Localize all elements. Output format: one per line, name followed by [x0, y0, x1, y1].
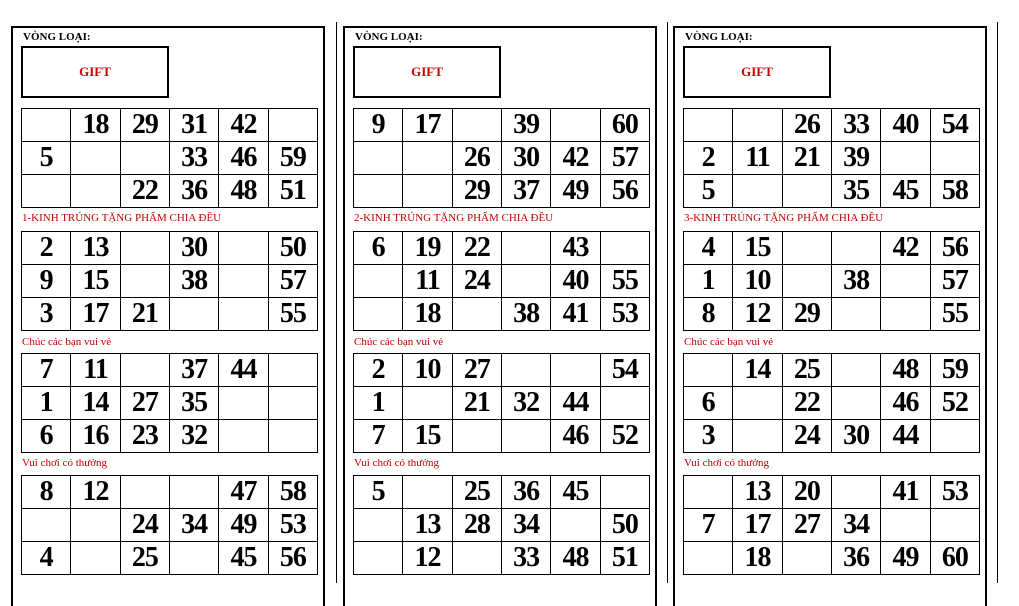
number-cell: 7 [22, 354, 71, 387]
number-cell: 35 [169, 387, 218, 420]
number-cell [169, 298, 218, 331]
number-cell: 43 [551, 232, 600, 265]
number-cell [782, 175, 831, 208]
number-cell [71, 509, 120, 542]
number-cell: 41 [551, 298, 600, 331]
number-cell [120, 265, 169, 298]
number-cell: 8 [22, 476, 71, 509]
number-cell [71, 542, 120, 575]
number-cell [22, 509, 71, 542]
number-cell [930, 142, 979, 175]
number-cell: 39 [831, 142, 880, 175]
bingo-ticket [21, 108, 318, 208]
number-cell [600, 387, 649, 420]
number-cell [501, 354, 550, 387]
number-cell [120, 232, 169, 265]
number-cell [733, 387, 782, 420]
ticket-row [354, 354, 650, 387]
ticket-caption: Chúc các bạn vui vẻ [354, 336, 444, 348]
number-cell: 24 [782, 420, 831, 453]
number-cell: 51 [268, 175, 317, 208]
ticket-caption: 2-KINH TRÚNG TẶNG PHẨM CHIA ĐỀU [354, 212, 554, 224]
number-cell: 36 [169, 175, 218, 208]
bingo-ticket [353, 108, 650, 208]
number-cell [501, 420, 550, 453]
number-cell: 46 [219, 142, 268, 175]
number-cell: 15 [71, 265, 120, 298]
number-cell [354, 265, 403, 298]
ticket-row [22, 354, 318, 387]
number-cell [930, 420, 979, 453]
number-cell [600, 476, 649, 509]
number-cell: 31 [169, 109, 218, 142]
number-cell: 2 [354, 354, 403, 387]
number-cell [268, 109, 317, 142]
number-cell: 22 [782, 387, 831, 420]
number-cell: 49 [881, 542, 930, 575]
ticket-row [354, 232, 650, 265]
number-cell [684, 542, 733, 575]
number-cell [354, 542, 403, 575]
bingo-ticket [353, 231, 650, 331]
number-cell: 21 [452, 387, 501, 420]
number-cell: 59 [268, 142, 317, 175]
number-cell: 27 [452, 354, 501, 387]
ticket-row [354, 298, 650, 331]
number-cell [120, 354, 169, 387]
number-cell [551, 109, 600, 142]
ticket-caption: Vui chơi có thưởng [22, 457, 108, 469]
number-cell: 38 [831, 265, 880, 298]
ticket-row [22, 175, 318, 208]
number-cell: 35 [831, 175, 880, 208]
bingo-ticket [683, 353, 980, 453]
number-cell: 53 [600, 298, 649, 331]
ticket-row [684, 232, 980, 265]
number-cell: 60 [930, 542, 979, 575]
number-cell [782, 542, 831, 575]
ticket-row [684, 354, 980, 387]
ticket-row [22, 109, 318, 142]
number-cell: 19 [403, 232, 452, 265]
ticket-row [22, 542, 318, 575]
number-cell: 39 [501, 109, 550, 142]
number-cell: 21 [782, 142, 831, 175]
number-cell [169, 542, 218, 575]
number-cell: 53 [930, 476, 979, 509]
number-cell [881, 298, 930, 331]
ticket-row [684, 142, 980, 175]
number-cell: 6 [354, 232, 403, 265]
number-cell [452, 109, 501, 142]
number-cell [684, 476, 733, 509]
number-cell: 4 [22, 542, 71, 575]
ticket-row [22, 476, 318, 509]
ticket-row [354, 175, 650, 208]
number-cell: 15 [403, 420, 452, 453]
number-cell: 52 [930, 387, 979, 420]
number-cell: 15 [733, 232, 782, 265]
number-cell: 50 [268, 232, 317, 265]
number-cell: 33 [501, 542, 550, 575]
number-cell: 9 [22, 265, 71, 298]
bingo-ticket [683, 231, 980, 331]
ticket-row [684, 509, 980, 542]
number-cell [452, 420, 501, 453]
number-cell: 51 [600, 542, 649, 575]
number-cell: 28 [452, 509, 501, 542]
number-cell: 45 [881, 175, 930, 208]
number-cell [268, 387, 317, 420]
number-cell: 5 [354, 476, 403, 509]
ticket-row [22, 142, 318, 175]
number-cell: 4 [684, 232, 733, 265]
number-cell [551, 354, 600, 387]
number-cell [930, 509, 979, 542]
number-cell: 44 [219, 354, 268, 387]
gift-box: GIFT [683, 46, 831, 98]
ticket-row [22, 265, 318, 298]
number-cell: 1 [684, 265, 733, 298]
ticket-caption: 1-KINH TRÚNG TẶNG PHẨM CHIA ĐỀU [22, 212, 222, 224]
number-cell: 6 [684, 387, 733, 420]
number-cell: 2 [22, 232, 71, 265]
number-cell: 8 [684, 298, 733, 331]
number-cell [501, 232, 550, 265]
number-cell: 57 [600, 142, 649, 175]
ticket-row [354, 109, 650, 142]
number-cell: 18 [71, 109, 120, 142]
ticket-row [22, 509, 318, 542]
bingo-ticket [21, 231, 318, 331]
number-cell [551, 509, 600, 542]
number-cell: 10 [733, 265, 782, 298]
number-cell: 3 [684, 420, 733, 453]
gift-box: GIFT [21, 46, 169, 98]
number-cell: 18 [403, 298, 452, 331]
number-cell: 17 [733, 509, 782, 542]
number-cell: 32 [169, 420, 218, 453]
number-cell [881, 142, 930, 175]
number-cell: 44 [551, 387, 600, 420]
number-cell [831, 232, 880, 265]
number-cell: 17 [71, 298, 120, 331]
number-cell: 27 [782, 509, 831, 542]
number-cell: 52 [600, 420, 649, 453]
number-cell [782, 232, 831, 265]
number-cell: 7 [354, 420, 403, 453]
number-cell: 49 [219, 509, 268, 542]
column-divider [336, 22, 337, 583]
number-cell: 7 [684, 509, 733, 542]
number-cell: 29 [782, 298, 831, 331]
number-cell: 41 [881, 476, 930, 509]
number-cell: 6 [22, 420, 71, 453]
number-cell: 23 [120, 420, 169, 453]
number-cell: 24 [452, 265, 501, 298]
number-cell: 25 [120, 542, 169, 575]
number-cell: 47 [219, 476, 268, 509]
number-cell: 1 [354, 387, 403, 420]
bingo-ticket [21, 475, 318, 575]
number-cell: 42 [881, 232, 930, 265]
ticket-caption: 3-KINH TRÚNG TẶNG PHẨM CHIA ĐỀU [684, 212, 884, 224]
number-cell: 37 [501, 175, 550, 208]
number-cell: 46 [551, 420, 600, 453]
round-label: VÒNG LOẠI: [355, 31, 423, 43]
ticket-row [684, 265, 980, 298]
number-cell: 40 [881, 109, 930, 142]
number-cell: 59 [930, 354, 979, 387]
number-cell [501, 265, 550, 298]
number-cell [831, 387, 880, 420]
ticket-caption: Vui chơi có thưởng [354, 457, 440, 469]
number-cell [219, 265, 268, 298]
number-cell: 14 [733, 354, 782, 387]
number-cell [831, 354, 880, 387]
ticket-row [354, 265, 650, 298]
number-cell: 37 [169, 354, 218, 387]
number-cell [354, 509, 403, 542]
number-cell: 14 [71, 387, 120, 420]
number-cell: 26 [782, 109, 831, 142]
number-cell: 56 [268, 542, 317, 575]
ticket-row [354, 509, 650, 542]
number-cell [684, 354, 733, 387]
number-cell: 18 [733, 542, 782, 575]
gift-box: GIFT [353, 46, 501, 98]
number-cell [452, 298, 501, 331]
number-cell [782, 265, 831, 298]
number-cell [219, 232, 268, 265]
number-cell: 22 [452, 232, 501, 265]
number-cell [881, 509, 930, 542]
ticket-caption: Vui chơi có thưởng [684, 457, 770, 469]
bingo-ticket [683, 108, 980, 208]
number-cell [600, 232, 649, 265]
number-cell: 54 [600, 354, 649, 387]
number-cell [71, 142, 120, 175]
number-cell [22, 109, 71, 142]
number-cell [22, 175, 71, 208]
number-cell: 11 [71, 354, 120, 387]
number-cell: 36 [831, 542, 880, 575]
number-cell [219, 387, 268, 420]
number-cell: 5 [22, 142, 71, 175]
number-cell [120, 142, 169, 175]
ticket-row [684, 542, 980, 575]
number-cell: 54 [930, 109, 979, 142]
number-cell: 42 [551, 142, 600, 175]
bingo-ticket [353, 353, 650, 453]
number-cell: 48 [881, 354, 930, 387]
number-cell: 3 [22, 298, 71, 331]
ticket-row [354, 142, 650, 175]
number-cell [403, 387, 452, 420]
number-cell: 26 [452, 142, 501, 175]
number-cell [403, 476, 452, 509]
ticket-caption: Chúc các bạn vui vẻ [22, 336, 112, 348]
number-cell: 30 [831, 420, 880, 453]
bingo-panel-3 [673, 26, 987, 606]
number-cell: 24 [120, 509, 169, 542]
ticket-row [22, 298, 318, 331]
number-cell: 17 [403, 109, 452, 142]
number-cell: 34 [831, 509, 880, 542]
number-cell [733, 109, 782, 142]
ticket-row [354, 387, 650, 420]
number-cell [169, 476, 218, 509]
round-label: VÒNG LOẠI: [23, 31, 91, 43]
number-cell: 12 [733, 298, 782, 331]
number-cell: 9 [354, 109, 403, 142]
number-cell: 49 [551, 175, 600, 208]
round-label: VÒNG LOẠI: [685, 31, 753, 43]
bingo-panel-2 [343, 26, 657, 606]
bingo-ticket [21, 353, 318, 453]
number-cell: 46 [881, 387, 930, 420]
number-cell: 38 [169, 265, 218, 298]
ticket-row [22, 232, 318, 265]
number-cell: 10 [403, 354, 452, 387]
number-cell: 27 [120, 387, 169, 420]
number-cell: 12 [403, 542, 452, 575]
ticket-row [684, 420, 980, 453]
number-cell [354, 298, 403, 331]
number-cell [120, 476, 169, 509]
number-cell: 11 [733, 142, 782, 175]
number-cell: 22 [120, 175, 169, 208]
number-cell [452, 542, 501, 575]
number-cell: 13 [733, 476, 782, 509]
number-cell [219, 420, 268, 453]
ticket-row [684, 109, 980, 142]
number-cell: 58 [268, 476, 317, 509]
number-cell: 33 [169, 142, 218, 175]
number-cell: 40 [551, 265, 600, 298]
number-cell: 44 [881, 420, 930, 453]
number-cell: 48 [551, 542, 600, 575]
bingo-ticket [683, 475, 980, 575]
number-cell: 2 [684, 142, 733, 175]
number-cell: 32 [501, 387, 550, 420]
ticket-row [684, 387, 980, 420]
bingo-ticket [353, 475, 650, 575]
number-cell: 58 [930, 175, 979, 208]
number-cell [268, 420, 317, 453]
number-cell [684, 109, 733, 142]
number-cell: 36 [501, 476, 550, 509]
number-cell: 30 [501, 142, 550, 175]
number-cell: 11 [403, 265, 452, 298]
number-cell [71, 175, 120, 208]
number-cell: 13 [71, 232, 120, 265]
number-cell: 50 [600, 509, 649, 542]
number-cell [831, 476, 880, 509]
number-cell: 16 [71, 420, 120, 453]
number-cell: 33 [831, 109, 880, 142]
ticket-row [684, 476, 980, 509]
number-cell [733, 175, 782, 208]
number-cell: 5 [684, 175, 733, 208]
number-cell: 30 [169, 232, 218, 265]
number-cell: 45 [219, 542, 268, 575]
bingo-panel-1 [11, 26, 325, 606]
number-cell [354, 175, 403, 208]
number-cell: 29 [452, 175, 501, 208]
number-cell [733, 420, 782, 453]
number-cell: 57 [930, 265, 979, 298]
number-cell: 45 [551, 476, 600, 509]
number-cell: 56 [930, 232, 979, 265]
number-cell: 12 [71, 476, 120, 509]
number-cell [403, 175, 452, 208]
number-cell: 29 [120, 109, 169, 142]
number-cell: 38 [501, 298, 550, 331]
number-cell: 34 [169, 509, 218, 542]
ticket-row [684, 175, 980, 208]
number-cell: 34 [501, 509, 550, 542]
number-cell: 55 [930, 298, 979, 331]
number-cell: 25 [782, 354, 831, 387]
number-cell: 55 [268, 298, 317, 331]
number-cell: 60 [600, 109, 649, 142]
number-cell [881, 265, 930, 298]
number-cell: 13 [403, 509, 452, 542]
number-cell: 53 [268, 509, 317, 542]
number-cell: 55 [600, 265, 649, 298]
number-cell [219, 298, 268, 331]
number-cell: 48 [219, 175, 268, 208]
number-cell: 25 [452, 476, 501, 509]
number-cell [354, 142, 403, 175]
number-cell [403, 142, 452, 175]
number-cell: 57 [268, 265, 317, 298]
ticket-row [684, 298, 980, 331]
number-cell: 1 [22, 387, 71, 420]
ticket-row [22, 420, 318, 453]
ticket-row [354, 420, 650, 453]
number-cell: 20 [782, 476, 831, 509]
number-cell: 42 [219, 109, 268, 142]
number-cell [831, 298, 880, 331]
ticket-row [22, 387, 318, 420]
ticket-caption: Chúc các bạn vui vẻ [684, 336, 774, 348]
ticket-row [354, 542, 650, 575]
ticket-row [354, 476, 650, 509]
column-divider [667, 22, 668, 583]
number-cell: 56 [600, 175, 649, 208]
number-cell [268, 354, 317, 387]
column-divider [997, 22, 998, 583]
number-cell: 21 [120, 298, 169, 331]
